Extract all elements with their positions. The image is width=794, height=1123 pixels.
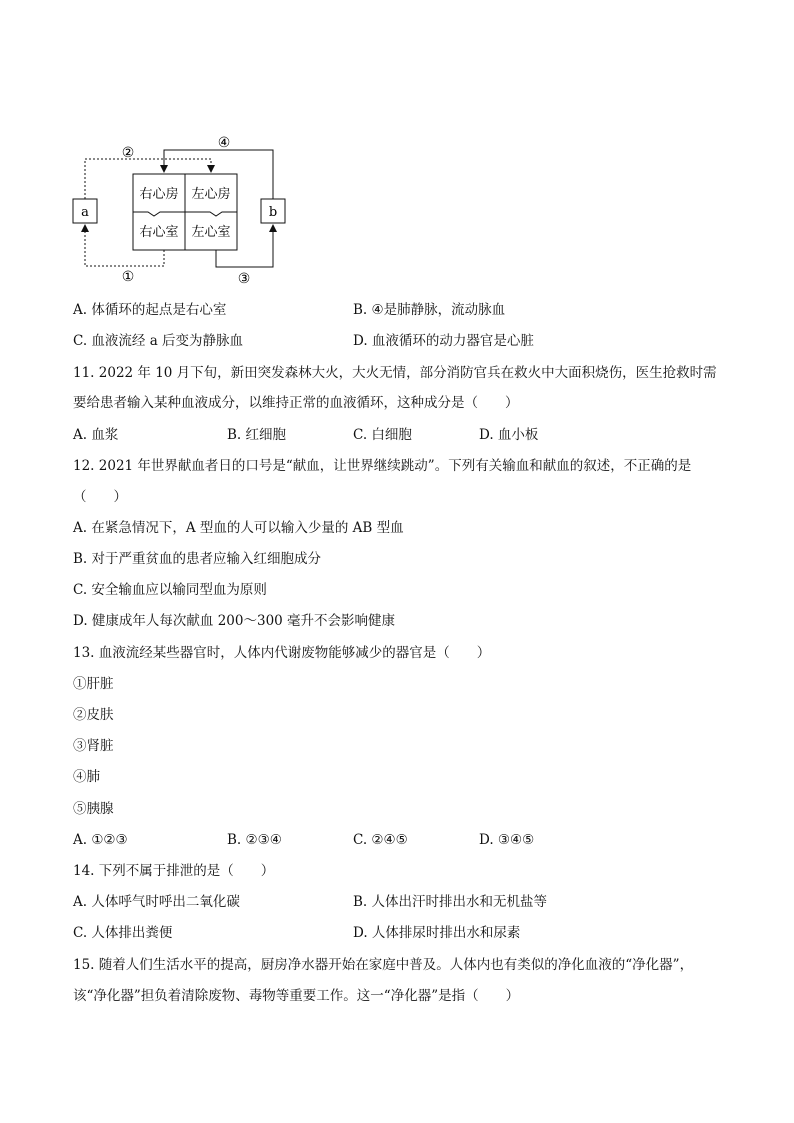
- q13-item-1: ①肝脏: [73, 676, 114, 692]
- label-circled-4: ④: [217, 135, 231, 151]
- q11-options: [73, 425, 733, 445]
- q14-option-c: C. 人体排出粪便: [73, 925, 173, 941]
- q12-option-d: D. 健康成年人每次献血 200～300 毫升不会影响健康: [73, 613, 396, 629]
- q10-option-b: B. ④是肺静脉，流动脉血: [353, 302, 506, 318]
- q14-options-row2: [73, 923, 733, 943]
- q11-option-d: D. 血小板: [479, 427, 539, 443]
- right-atrium-label: 右心房: [139, 187, 179, 202]
- q10-options-row2: [73, 331, 733, 351]
- q11-option-a: A. 血浆: [73, 427, 119, 443]
- q10-option-a: A. 体循环的起点是右心室: [73, 302, 227, 318]
- q14-stem: 14. 下列不属于排泄的是（ ）: [73, 863, 275, 879]
- q13-option-a: A. ①②③: [73, 832, 128, 848]
- q12-option-a: A. 在紧急情况下，A 型血的人可以输入少量的 AB 型血: [73, 520, 404, 536]
- q15-stem-line1: 15. 随着人们生活水平的提高，厨房净水器开始在家庭中普及。人体内也有类似的净化血液的“净化器”，: [73, 957, 694, 973]
- q13-stem: 13. 血液流经某些器官时，人体内代谢废物能够减少的器官是（ ）: [73, 645, 491, 661]
- q13-item-4: ④肺: [73, 769, 100, 785]
- circulation-diagram: [64, 128, 304, 288]
- box-b-label: b: [268, 205, 278, 220]
- q12-option-b: B. 对于严重贫血的患者应输入红细胞成分: [73, 551, 322, 567]
- q12-option-c: C. 安全输血应以输同型血为原则: [73, 582, 267, 598]
- box-a-label: a: [81, 205, 89, 220]
- q14-options-row1: [73, 892, 733, 912]
- q13-option-c: C. ②④⑤: [353, 832, 408, 848]
- q14-option-b: B. 人体出汗时排出水和无机盐等: [353, 894, 548, 910]
- q13-option-b: B. ②③④: [227, 832, 282, 848]
- label-circled-2: ②: [121, 145, 135, 161]
- q11-option-c: C. 白细胞: [353, 427, 412, 443]
- q15-stem-line2: 该“净化器”担负着清除废物、毒物等重要工作。这一“净化器”是指（ ）: [73, 988, 520, 1004]
- q11-stem-line1: 11. 2022 年 10 月下旬，新田突发森林大火，大火无情，部分消防官兵在救火中大面积烧伤，医生抢救时需: [73, 365, 717, 381]
- label-circled-3: ③: [237, 271, 251, 287]
- q13-options: [73, 830, 733, 850]
- q13-option-d: D. ③④⑤: [479, 832, 535, 848]
- q10-option-d: D. 血液循环的动力器官是心脏: [353, 333, 534, 349]
- q11-option-b: B. 红细胞: [227, 427, 287, 443]
- q13-item-3: ③肾脏: [73, 738, 114, 754]
- q13-item-5: ⑤胰腺: [73, 801, 114, 817]
- q10-options-row1: [73, 300, 733, 320]
- q12-stem-line1: 12. 2021 年世界献血者日的口号是“献血，让世界继续跳动”。下列有关输血和献血的叙述，不正确的是: [73, 458, 692, 474]
- left-ventricle-label: 左心室: [191, 225, 231, 240]
- q10-option-c: C. 血液流经 a 后变为静脉血: [73, 333, 244, 349]
- q11-stem-line2: 要给患者输入某种血液成分，以维持正常的血液循环，这种成分是（ ）: [73, 395, 519, 411]
- left-atrium-label: 左心房: [191, 187, 231, 202]
- q13-item-2: ②皮肤: [73, 707, 114, 723]
- right-ventricle-label: 右心室: [139, 225, 179, 240]
- q14-option-d: D. 人体排尿时排出水和尿素: [353, 925, 521, 941]
- q14-option-a: A. 人体呼气时呼出二氧化碳: [73, 894, 240, 910]
- label-circled-1: ①: [121, 269, 135, 285]
- q12-stem-line2: （ ）: [73, 489, 127, 505]
